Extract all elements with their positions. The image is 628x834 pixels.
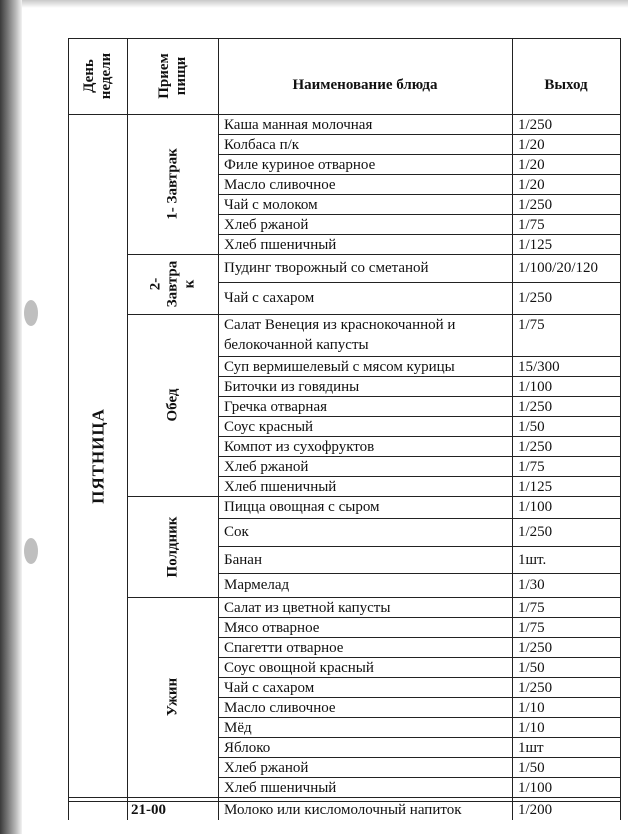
final-row-time: 21-00 — [131, 802, 166, 818]
header-day-of-week — [81, 53, 115, 99]
meal-name — [164, 388, 181, 421]
table-rule — [68, 38, 620, 39]
day-name: ПЯТНИЦА — [88, 407, 107, 504]
dish-output: 1/10 — [518, 720, 545, 736]
dish-name: Салат Венеция из краснокочанной и белокочанной капусты — [224, 317, 456, 353]
meal-name — [147, 261, 198, 308]
dish-name: Каша манная молочная — [224, 117, 373, 133]
table-rule — [218, 38, 219, 820]
table-rule — [218, 518, 620, 519]
dish-name: Биточки из говядины — [224, 379, 360, 395]
dish-name: Хлеб ржаной — [224, 217, 309, 233]
dish-name: Мармелад — [224, 577, 290, 593]
header-meal-line: Прием — [155, 53, 172, 99]
table-rule — [127, 314, 218, 315]
dish-output: 1/20 — [518, 157, 545, 173]
dish-name: Хлеб ржаной — [224, 459, 309, 475]
table-rule — [218, 254, 620, 255]
meal-name-line: к — [181, 279, 197, 289]
meal-name-line: 1- Завтрак — [164, 148, 180, 220]
dish-name: Яблоко — [224, 740, 271, 756]
table-rule — [512, 38, 513, 820]
table-rule — [127, 38, 128, 820]
dish-output: 1/250 — [518, 640, 553, 656]
header-dish-name: Наименование блюда — [292, 77, 438, 93]
dish-output: 1/75 — [518, 317, 545, 333]
dish-output: 1/250 — [518, 439, 553, 455]
dish-output: 1/100 — [518, 780, 553, 796]
dish-name: Филе куриное отварное — [224, 157, 376, 173]
dish-name: Хлеб пшеничный — [224, 780, 337, 796]
dish-name: Мясо отварное — [224, 620, 320, 636]
dish-output: 1/100 — [518, 499, 553, 515]
final-row-dish: Молоко или кисломолочный напиток — [224, 802, 462, 818]
dish-name: Мёд — [224, 720, 252, 736]
dish-output: 15/300 — [518, 359, 560, 375]
dish-output: 1/125 — [518, 237, 553, 253]
dish-output: 1/100 — [518, 379, 553, 395]
dish-output: 1/250 — [518, 290, 553, 306]
table-rule — [620, 38, 621, 820]
dish-output: 1/20 — [518, 177, 545, 193]
dish-name: Банан — [224, 552, 262, 568]
table-rule — [218, 282, 620, 283]
meal-name — [164, 678, 181, 716]
dish-output: 1/20 — [518, 137, 545, 153]
dish-name: Пудинг творожный со сметаной — [224, 260, 429, 276]
dish-name: Суп вермишелевый с мясом курицы — [224, 359, 455, 375]
table-rule — [127, 496, 218, 497]
dish-output: 1/100/20/120 — [518, 260, 599, 276]
dish-output: 1/250 — [518, 399, 553, 415]
table-rule — [218, 737, 620, 738]
dish-name: Масло сливочное — [224, 177, 336, 193]
dish-name: Пицца овощная с сыром — [224, 499, 380, 515]
meal-name-line: 2- — [147, 277, 163, 291]
table-rule — [68, 797, 620, 798]
dish-output: 1шт — [518, 740, 544, 756]
table-rule — [68, 38, 69, 820]
dish-name: Чай с молоком — [224, 197, 318, 213]
meal-name-line: Ужин — [164, 677, 180, 717]
dish-name: Чай с сахаром — [224, 680, 315, 696]
dish-name: Масло сливочное — [224, 700, 336, 716]
dish-name: Соус овощной красный — [224, 660, 374, 676]
meal-name — [164, 516, 181, 577]
table-rule — [218, 546, 620, 547]
dish-output: 1шт. — [518, 552, 547, 568]
header-output: Выход — [544, 77, 588, 93]
dish-name: Салат из цветной капусты — [224, 600, 391, 616]
dish-name: Хлеб пшеничный — [224, 479, 337, 495]
dish-output: 1/75 — [518, 620, 545, 636]
dish-output: 1/30 — [518, 577, 545, 593]
dish-output: 1/250 — [518, 117, 553, 133]
header-day-line: День — [80, 59, 97, 93]
header-meal-line: пищи — [172, 56, 189, 96]
dish-name: Чай с сахаром — [224, 290, 315, 306]
meal-name-line: Обед — [164, 388, 180, 422]
dish-name: Хлеб пшеничный — [224, 237, 337, 253]
dish-output: 1/75 — [518, 459, 545, 475]
header-day-line: недели — [97, 52, 114, 100]
dish-output: 1/125 — [518, 479, 553, 495]
meal-name — [164, 148, 181, 219]
meal-name-line: Завтра — [164, 260, 180, 308]
dish-output: 1/50 — [518, 419, 545, 435]
dish-output: 1/250 — [518, 197, 553, 213]
dish-output: 1/75 — [518, 600, 545, 616]
header-meal — [156, 53, 190, 99]
dish-name: Спагетти отварное — [224, 640, 344, 656]
dish-name: Колбаса п/к — [224, 137, 300, 153]
dish-output: 1/250 — [518, 680, 553, 696]
table-rule — [218, 717, 620, 718]
dish-name: Соус красный — [224, 419, 314, 435]
dish-output: 1/50 — [518, 660, 545, 676]
table-rule — [127, 597, 218, 598]
dish-output: 1/10 — [518, 700, 545, 716]
dish-name: Сок — [224, 524, 249, 540]
table-rule — [218, 573, 620, 574]
dish-output: 1/75 — [518, 217, 545, 233]
dish-output: 1/50 — [518, 760, 545, 776]
table-rule — [127, 254, 218, 255]
dish-name: Гречка отварная — [224, 399, 328, 415]
dish-name: Хлеб ржаной — [224, 760, 309, 776]
dish-output: 1/250 — [518, 524, 553, 540]
final-row-output: 1/200 — [518, 802, 553, 818]
meal-name-line: Полдник — [164, 516, 180, 577]
dish-name: Компот из сухофруктов — [224, 439, 375, 455]
